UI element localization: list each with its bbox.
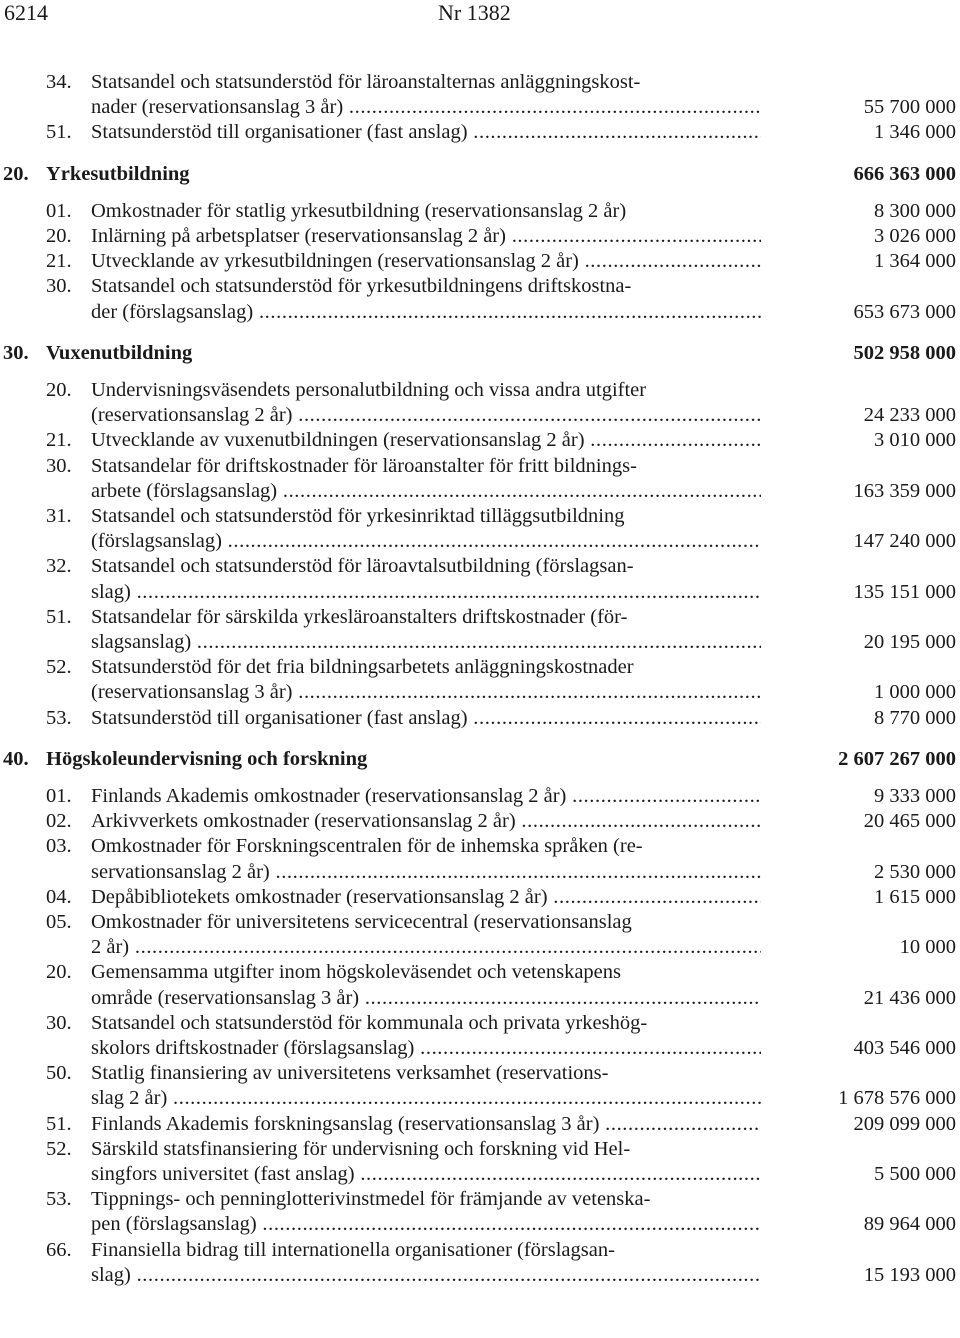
item-description xyxy=(91,1112,761,1137)
item-description-line xyxy=(91,529,761,554)
item-description-line xyxy=(91,680,761,705)
item-description-line xyxy=(91,605,761,630)
budget-item xyxy=(0,249,960,274)
item-text: Tippnings- och penninglotterivinstmedel för främjande av vetenska- xyxy=(91,1188,651,1211)
budget-item xyxy=(0,1011,960,1061)
item-number: 30. xyxy=(46,1011,72,1034)
section-amount: 2 607 267 000 xyxy=(838,747,956,770)
item-number: 30. xyxy=(46,454,72,477)
budget-item xyxy=(0,784,960,809)
item-number: 01. xyxy=(46,785,72,808)
item-text: Statsandelar för särskilda yrkesläroanstalters driftskostnader (för- xyxy=(91,605,628,628)
item-amount: 8 300 000 xyxy=(874,199,956,222)
dot-leader xyxy=(579,250,761,272)
dot-leader xyxy=(548,886,761,908)
item-text: Omkostnader för statlig yrkesutbildning (reservationsanslag 2 år) xyxy=(91,199,627,222)
item-number: 66. xyxy=(46,1238,72,1261)
page-number: 6214 xyxy=(4,0,48,25)
item-text: (reservationsanslag 3 år) xyxy=(91,681,293,704)
budget-section xyxy=(0,341,960,731)
item-amount: 1 364 000 xyxy=(874,250,956,273)
item-description-line xyxy=(91,249,761,274)
item-description xyxy=(91,554,761,604)
section-title: Vuxenutbildning xyxy=(46,341,193,364)
item-amount: 20 465 000 xyxy=(863,810,956,833)
item-description xyxy=(91,655,761,705)
item-description-line xyxy=(91,1137,761,1162)
section-heading xyxy=(0,747,960,772)
budget-item xyxy=(0,428,960,453)
item-description-line xyxy=(91,809,761,834)
item-number: 53. xyxy=(46,706,72,729)
section-heading xyxy=(0,341,960,366)
budget-item xyxy=(0,1112,960,1137)
item-number: 20. xyxy=(46,225,72,247)
section-number: 20. xyxy=(3,162,29,185)
item-text: slag) xyxy=(91,1263,131,1286)
item-description xyxy=(91,1187,761,1237)
budget-item xyxy=(0,960,960,1010)
item-description-line xyxy=(91,1263,761,1288)
item-description-line xyxy=(91,885,761,910)
item-amount: 2 530 000 xyxy=(874,860,956,883)
item-text: Statsandel och statsunderstöd för kommunala och privata yrkeshög- xyxy=(91,1011,648,1034)
item-amount: 163 359 000 xyxy=(853,479,956,502)
item-amount: 1 000 000 xyxy=(874,681,956,704)
budget-content xyxy=(0,70,960,1288)
dot-leader xyxy=(355,1163,761,1185)
item-number: 04. xyxy=(46,885,72,908)
item-description-line xyxy=(91,479,761,504)
item-text: Statsandel och statsunderstöd för läroanstalternas anläggningskost- xyxy=(91,71,641,93)
section-heading xyxy=(0,162,960,187)
item-text: slagsanslag) xyxy=(91,631,192,654)
budget-item xyxy=(0,834,960,884)
item-description-line xyxy=(91,1187,761,1212)
item-number: 21. xyxy=(46,250,72,273)
item-number: 31. xyxy=(46,505,72,528)
item-description-line xyxy=(91,1238,761,1263)
item-amount: 5 500 000 xyxy=(874,1163,956,1186)
dot-leader xyxy=(253,301,761,323)
item-description-line xyxy=(91,1061,761,1086)
budget-item xyxy=(0,1061,960,1111)
item-text: slag) xyxy=(91,580,131,603)
item-text: Utvecklande av vuxenutbildningen (reservationsanslag 2 år) xyxy=(91,429,585,452)
item-description xyxy=(91,224,761,249)
section-amount: 666 363 000 xyxy=(853,162,956,185)
item-description-line xyxy=(91,504,761,529)
item-text: 2 år) xyxy=(91,936,130,959)
item-description-line xyxy=(91,378,761,403)
intro-items xyxy=(0,70,960,146)
item-text: Gemensamma utgifter inom högskoleväsendet och vetenskapens xyxy=(91,961,622,984)
item-description xyxy=(91,1137,761,1187)
item-text: Inlärning på arbetsplatser (reservationsanslag 2 år) xyxy=(91,225,506,247)
budget-item xyxy=(0,70,960,120)
item-number: 34. xyxy=(46,71,72,93)
item-text: (reservationsanslag 2 år) xyxy=(91,404,293,427)
item-amount: 89 964 000 xyxy=(863,1213,956,1236)
item-text: slag 2 år) xyxy=(91,1087,168,1110)
dot-leader xyxy=(414,1037,761,1059)
item-number: 20. xyxy=(46,379,72,401)
item-amount: 1 678 576 000 xyxy=(838,1087,956,1110)
item-text: skolors driftskostnader (förslagsanslag) xyxy=(91,1037,415,1060)
item-amount: 1 615 000 xyxy=(874,885,956,908)
item-number: 51. xyxy=(46,1112,72,1135)
dot-leader xyxy=(516,810,761,832)
item-text: singfors universitet (fast anslag) xyxy=(91,1163,355,1186)
item-amount: 9 333 000 xyxy=(874,785,956,808)
item-description xyxy=(91,274,761,324)
item-number: 05. xyxy=(46,911,72,934)
dot-leader xyxy=(293,681,762,703)
budget-item xyxy=(0,454,960,504)
item-text: Statsandel och statsunderstöd för läroavtalsutbildning (förslagsan- xyxy=(91,555,634,578)
item-description xyxy=(91,809,761,834)
item-description-line xyxy=(91,1036,761,1061)
item-text: servationsanslag 2 år) xyxy=(91,860,270,883)
item-description-line xyxy=(91,554,761,579)
dot-leader xyxy=(129,936,761,958)
dot-leader xyxy=(270,861,761,883)
dot-leader xyxy=(599,1113,761,1135)
item-number: 50. xyxy=(46,1062,72,1085)
item-amount: 209 099 000 xyxy=(853,1112,956,1135)
item-text: arbete (förslagsanslag) xyxy=(91,479,278,502)
item-number: 20. xyxy=(46,961,72,984)
item-description xyxy=(91,378,761,428)
item-description-line xyxy=(91,1086,761,1111)
item-text: Statsandel och statsunderstöd för yrkesutbildningens driftskostna- xyxy=(91,275,632,298)
budget-item xyxy=(0,1238,960,1288)
item-description xyxy=(91,960,761,1010)
item-text: Statlig finansiering av universitetens verksamhet (reservations- xyxy=(91,1062,609,1085)
item-number: 51. xyxy=(46,121,72,144)
dot-leader xyxy=(131,1264,761,1286)
item-text: Statsandel och statsunderstöd för yrkesinriktad tilläggsutbildning xyxy=(91,505,625,528)
item-number: 01. xyxy=(46,199,72,222)
budget-item xyxy=(0,706,960,731)
item-description-line xyxy=(91,986,761,1011)
budget-item xyxy=(0,655,960,705)
dot-leader xyxy=(506,225,761,247)
item-description-line xyxy=(91,70,761,95)
item-text: Undervisningsväsendets personalutbildning och vissa andra utgifter xyxy=(91,379,647,401)
item-description xyxy=(91,706,761,731)
item-description-line xyxy=(91,403,761,428)
item-description-line xyxy=(91,274,761,299)
item-amount: 20 195 000 xyxy=(863,631,956,654)
item-description-line xyxy=(91,1112,761,1137)
section-number: 30. xyxy=(3,341,29,364)
item-text: Omkostnader för universitetens servicecentral (reservationsanslag xyxy=(91,911,632,934)
document-number: Nr 1382 xyxy=(438,0,511,25)
item-description-line xyxy=(91,834,761,859)
item-description-line xyxy=(91,935,761,960)
item-amount: 3 010 000 xyxy=(874,429,956,452)
item-text: Statsunderstöd till organisationer (fast anslag) xyxy=(91,706,468,729)
item-description-line xyxy=(91,1011,761,1036)
item-text: pen (förslagsanslag) xyxy=(91,1213,257,1236)
dot-leader xyxy=(343,96,761,118)
item-text: Finlands Akademis forskningsanslag (reservationsanslag 3 år) xyxy=(91,1112,600,1135)
budget-item xyxy=(0,120,960,145)
item-text: Statsunderstöd för det fria bildningsarbetets anläggningskostnader xyxy=(91,656,634,679)
budget-sections xyxy=(0,162,960,1288)
item-text: Statsunderstöd till organisationer (fast anslag) xyxy=(91,121,468,144)
item-amount: 21 436 000 xyxy=(863,986,956,1009)
item-description xyxy=(91,70,761,120)
budget-item xyxy=(0,274,960,324)
item-description xyxy=(91,1238,761,1288)
budget-item xyxy=(0,1187,960,1237)
item-description-line xyxy=(91,630,761,655)
item-description xyxy=(91,428,761,453)
item-number: 21. xyxy=(46,429,72,452)
item-description-line xyxy=(91,960,761,985)
item-number: 52. xyxy=(46,1137,72,1160)
item-description-line xyxy=(91,910,761,935)
budget-item xyxy=(0,224,960,249)
section-title: Yrkesutbildning xyxy=(46,162,190,185)
item-text: Depåbibliotekets omkostnader (reservationsanslag 2 år) xyxy=(91,885,548,908)
budget-section xyxy=(0,747,960,1288)
dot-leader xyxy=(468,707,761,729)
item-description xyxy=(91,1061,761,1111)
item-text: område (reservationsanslag 3 år) xyxy=(91,986,360,1009)
dot-leader xyxy=(222,530,761,552)
item-amount: 3 026 000 xyxy=(874,225,956,247)
item-description-line xyxy=(91,655,761,680)
section-amount: 502 958 000 xyxy=(853,341,956,364)
budget-item xyxy=(0,885,960,910)
budget-section xyxy=(0,162,960,325)
item-description-line xyxy=(91,199,761,224)
item-number: 53. xyxy=(46,1188,72,1211)
item-text: Finlands Akademis omkostnader (reservationsanslag 2 år) xyxy=(91,785,567,808)
dot-leader xyxy=(359,987,761,1009)
budget-item xyxy=(0,199,960,224)
item-amount: 403 546 000 xyxy=(853,1037,956,1060)
budget-item xyxy=(0,809,960,834)
item-number: 03. xyxy=(46,835,72,858)
budget-item xyxy=(0,605,960,655)
item-amount: 24 233 000 xyxy=(863,404,956,427)
item-description-line xyxy=(91,428,761,453)
item-description xyxy=(91,249,761,274)
item-number: 51. xyxy=(46,605,72,628)
item-amount: 135 151 000 xyxy=(853,580,956,603)
page-header xyxy=(0,0,960,26)
item-description xyxy=(91,1011,761,1061)
item-number: 52. xyxy=(46,656,72,679)
item-text: der (förslagsanslag) xyxy=(91,300,254,323)
item-amount: 10 000 xyxy=(899,936,956,959)
item-amount: 55 700 000 xyxy=(863,96,956,119)
item-description xyxy=(91,885,761,910)
dot-leader xyxy=(566,785,761,807)
budget-item xyxy=(0,910,960,960)
section-number: 40. xyxy=(3,747,29,770)
item-text: Finansiella bidrag till internationella organisationer (förslagsan- xyxy=(91,1238,615,1261)
item-description-line xyxy=(91,224,761,249)
item-description-line xyxy=(91,95,761,120)
dot-leader xyxy=(131,581,761,603)
item-description-line xyxy=(91,300,761,325)
item-description-line xyxy=(91,784,761,809)
dot-leader xyxy=(585,429,761,451)
dot-leader xyxy=(293,404,762,426)
item-text: Arkivverkets omkostnader (reservationsanslag 2 år) xyxy=(91,810,516,833)
item-description xyxy=(91,199,761,224)
item-description-line xyxy=(91,454,761,479)
item-description xyxy=(91,504,761,554)
item-text: nader (reservationsanslag 3 år) xyxy=(91,96,344,119)
item-description-line xyxy=(91,860,761,885)
dot-leader xyxy=(191,631,761,653)
item-amount: 147 240 000 xyxy=(853,530,956,553)
item-amount: 653 673 000 xyxy=(853,300,956,323)
dot-leader xyxy=(468,121,761,143)
item-description xyxy=(91,605,761,655)
item-number: 32. xyxy=(46,555,72,578)
item-description xyxy=(91,834,761,884)
dot-leader xyxy=(257,1213,761,1235)
item-amount: 1 346 000 xyxy=(874,121,956,144)
budget-item xyxy=(0,554,960,604)
item-description xyxy=(91,910,761,960)
item-description-line xyxy=(91,706,761,731)
item-text: (förslagsanslag) xyxy=(91,530,222,553)
item-text: Omkostnader för Forskningscentralen för de inhemska språken (re- xyxy=(91,835,643,858)
item-description xyxy=(91,120,761,145)
item-amount: 15 193 000 xyxy=(863,1263,956,1286)
item-text: Utvecklande av yrkesutbildningen (reservationsanslag 2 år) xyxy=(91,250,579,273)
dot-leader xyxy=(167,1087,761,1109)
item-description-line xyxy=(91,120,761,145)
item-description xyxy=(91,454,761,504)
item-description-line xyxy=(91,1212,761,1237)
dot-leader xyxy=(277,480,761,502)
item-text: Särskild statsfinansiering för undervisning och forskning vid Hel- xyxy=(91,1137,631,1160)
item-number: 30. xyxy=(46,275,72,298)
budget-item xyxy=(0,1137,960,1187)
budget-item xyxy=(0,504,960,554)
item-description xyxy=(91,784,761,809)
section-title: Högskoleundervisning och forskning xyxy=(46,747,368,770)
item-number: 02. xyxy=(46,810,72,833)
budget-item xyxy=(0,378,960,428)
item-description-line xyxy=(91,1162,761,1187)
item-description-line xyxy=(91,580,761,605)
item-text: Statsandelar för driftskostnader för läroanstalter för fritt bildnings- xyxy=(91,454,637,477)
item-amount: 8 770 000 xyxy=(874,706,956,729)
